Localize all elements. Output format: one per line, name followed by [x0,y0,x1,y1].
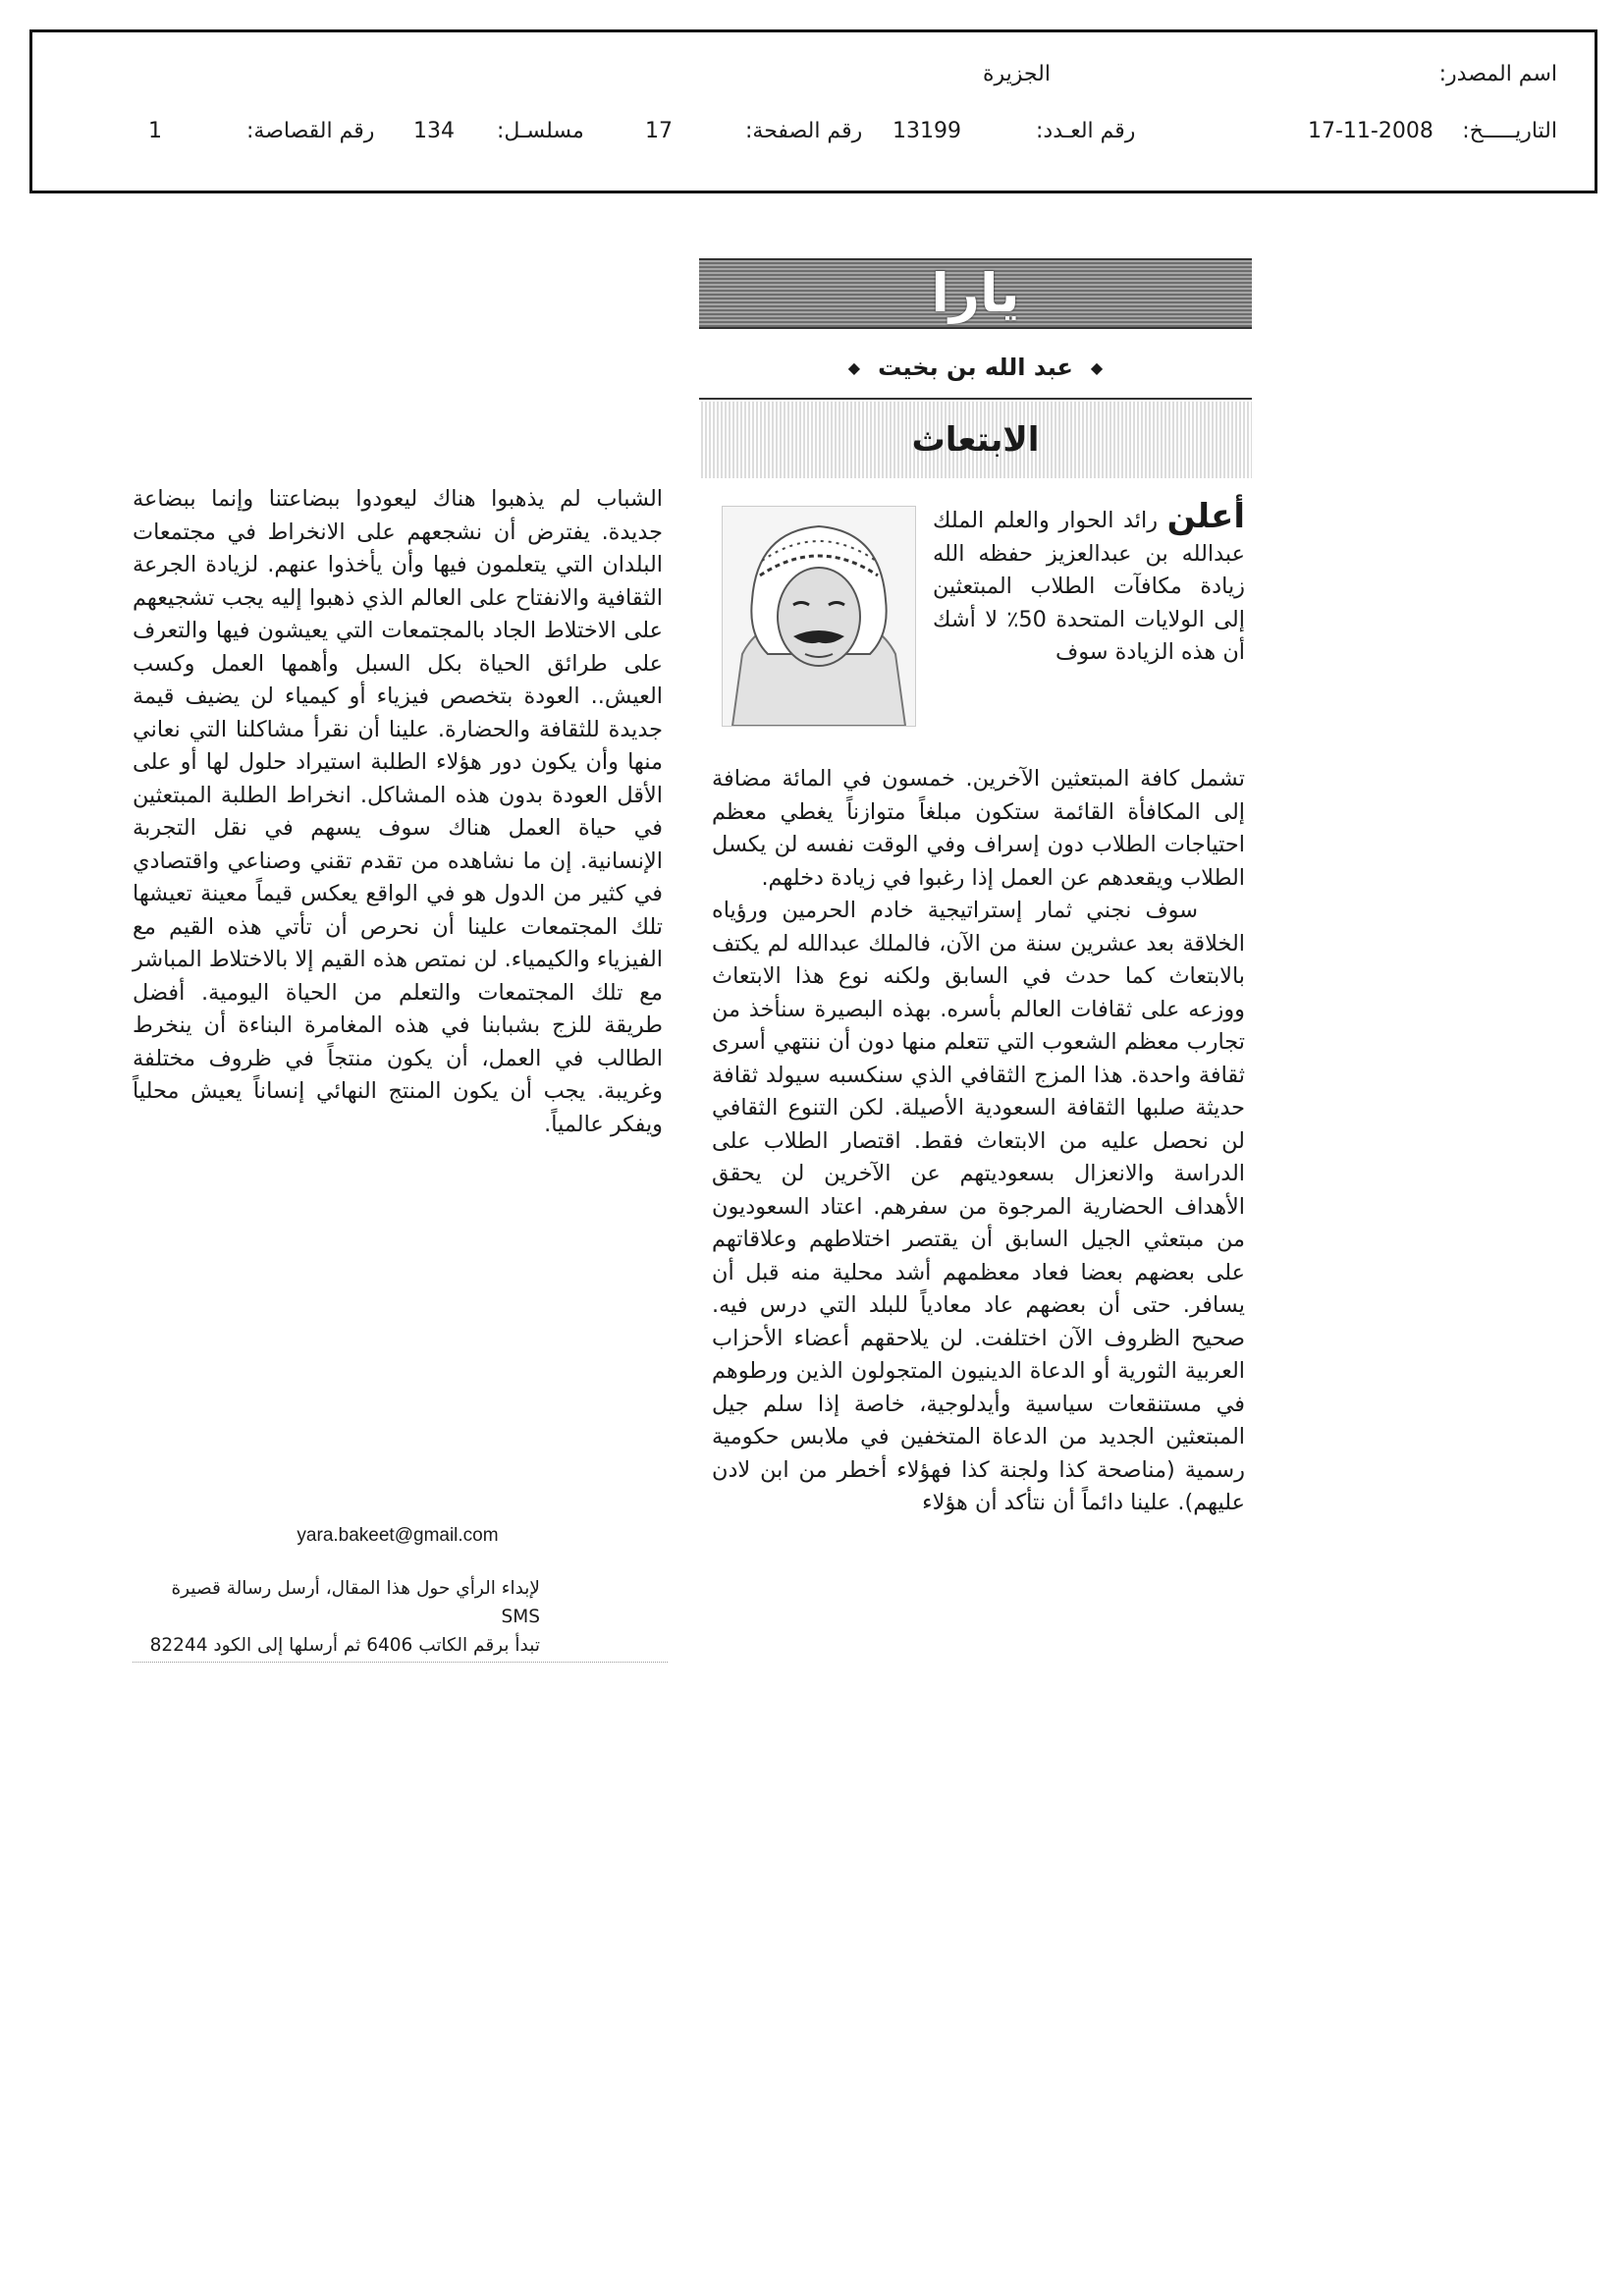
article-paragraph: سوف نجني ثمار إستراتيجية خادم الحرمين ورؤياه الخلاقة بعد عشرين سنة من الآن، فالملك عبدالله لم يكتف بالابتعاث كما حدث في السابق ولكنه نوع هذا الابتعاث ووزعه على ثقافات العالم بأسره. بهذه البصيرة سنأخذ من تجارب معظم الشعوب التي تتعلم منها دون أن ننتهي أسرى ثقافة واحدة. هذا المزج الثقافي الذي سنكسبه سيولد ثقافة حديثة صلبها الثقافة السعودية الأصيلة. لكن التنوع الثقافي لن نحصل عليه من الابتعاث فقط. اقتصار الطلاب على الدراسة والانعزال بسعوديتهم عن الآخرين لن يحقق الأهداف الحضارية المرجوة من سفرهم. اعتاد السعوديون من مبتعثي الجيل السابق أن يقتصر اختلاطهم وعلاقاتهم على بعضهم بعضا فعاد معظمهم أشد محلية منه قبل أن يسافر. حتى أن بعضهم عاد معادياً للبلد التي درس فيه. صحيح الظروف الآن اختلفت. لن يلاحقهم أعضاء الأحزاب العربية الثورية أو الدعاة الدينيون المتجولون الذين ورطوهم في مستنقعات سياسية وأيدلوجية، خاصة إذا سلم جيل المبتعثين الجديد من الدعاة المتخفين في ملابس حكومية رسمية (مناصحة كذا ولجنة كذا فهؤلاء أخطر من ابن لادن عليهم). علينا دائماً أن نتأكد أن هؤلاء [712,898,1245,1515]
sms-line: لإبداء الرأي حول هذا المقال، أرسل رسالة قصيرة SMS [171,1578,540,1627]
divider [699,398,1252,400]
article-paragraph: الشباب لم يذهبوا هناك ليعودوا ببضاعتنا وإنما ببضاعة جديدة. يفترض أن نشجعهم على الانخراط في مجتمعات البلدان التي يتعلمون فيها وأن يأخذوا عنهم. لزيادة الجرعة الثقافية والانفتاح على العالم الذي ذهبوا إليه يجب تشجيعهم على الاختلاط الجاد بالمجتمعات التي يعيشون فيها والتعرف على طرائق الحياة بكل السبل وأهمها العمل وكسب العيش.. العودة بتخصص فيزياء أو كيمياء لن يضيف قيمة جديدة للثقافة والحضارة. علينا أن نقرأ مشاكلنا التي نعاني منها وأن يكون دور هؤلاء الطلبة استيراد حلول لها أو على الأقل العودة بدون هذه المشاكل. انخراط الطلبة المبتعثين في حياة العمل هناك سوف يسهم في نقل التجربة الإنسانية. إن ما نشاهده من تقدم تقني وصناعي واقتصادي في كثير من الدول هو في الواقع يعكس قيماً معينة تعيشها تلك المجتمعات علينا أن نحرص أن تأتي هذه القيم مع الفيزياء والكيمياء. لن نمتص هذه القيم إلا بالاختلاط المباشر مع تلك المجتمعات والتعلم من الحياة اليومية. أفضل طريقة للزج بشبابنا في هذه المغامرة البناءة أن ينخرط الطالب في العمل، أن يكون منتجاً في ظروف مختلفة وغريبة. يجب أن يكون المنتج النهائي إنساناً يعيش محلياً ويفكر عالمياً. [133,486,663,1137]
article-right-column [712,763,1245,1520]
diamond-icon: ◆ [1090,357,1104,377]
source-value: الجزيرة [983,62,1051,86]
date-value: 17-11-2008 [1308,119,1434,143]
article-intro-column [933,497,1245,670]
date-label: التاريـــــخ: [1462,119,1557,143]
diamond-icon: ◆ [847,357,861,377]
clipping-header [29,29,1597,193]
sms-note [147,1574,540,1660]
divider [133,1662,668,1663]
column-name: يارا [931,262,1020,324]
author-email: yara.bakeet@gmail.com [297,1525,499,1546]
author-portrait-image [723,507,915,726]
column-banner [699,258,1252,329]
lead-word: أعلن [1166,497,1245,536]
article-left-column [133,483,663,1141]
clip-value: 1 [148,119,162,143]
article-paragraph: تشمل كافة المبتعثين الآخرين. خمسون في المائة مضافة إلى المكافأة القائمة ستكون مبلغاً متوازناً يغطي معظم احتياجات الطلاب دون إسراف وفي الوقت نفسه لن يكسل الطلاب ويقعدهم عن العمل إذا رغبوا في زيادة دخلهم. [712,766,1245,891]
issue-label: رقم العـدد: [1036,119,1136,143]
author-name: عبد الله بن بخيت [878,354,1073,381]
author-photo [722,506,916,727]
title-bar [699,402,1252,478]
serial-label: مسلسـل: [497,119,584,143]
serial-value: 134 [413,119,455,143]
page-label: رقم الصفحة: [745,119,863,143]
author-bar [699,346,1252,389]
source-label: اسم المصدر: [1438,62,1557,86]
issue-value: 13199 [893,119,961,143]
clip-label: رقم القصاصة: [246,119,375,143]
article-paragraph: رائد الحوار والعلم الملك عبدالله بن عبدالعزيز حفظه الله زيادة مكافآت الطلاب المبتعثين إلى الولايات المتحدة 50٪ لا أشك أن هذه الزيادة سوف [933,508,1245,665]
page-value: 17 [645,119,673,143]
article-title: الابتعاث [911,420,1040,460]
sms-line: تبدأ برقم الكاتب 6406 ثم أرسلها إلى الكود 82244 [149,1635,540,1656]
